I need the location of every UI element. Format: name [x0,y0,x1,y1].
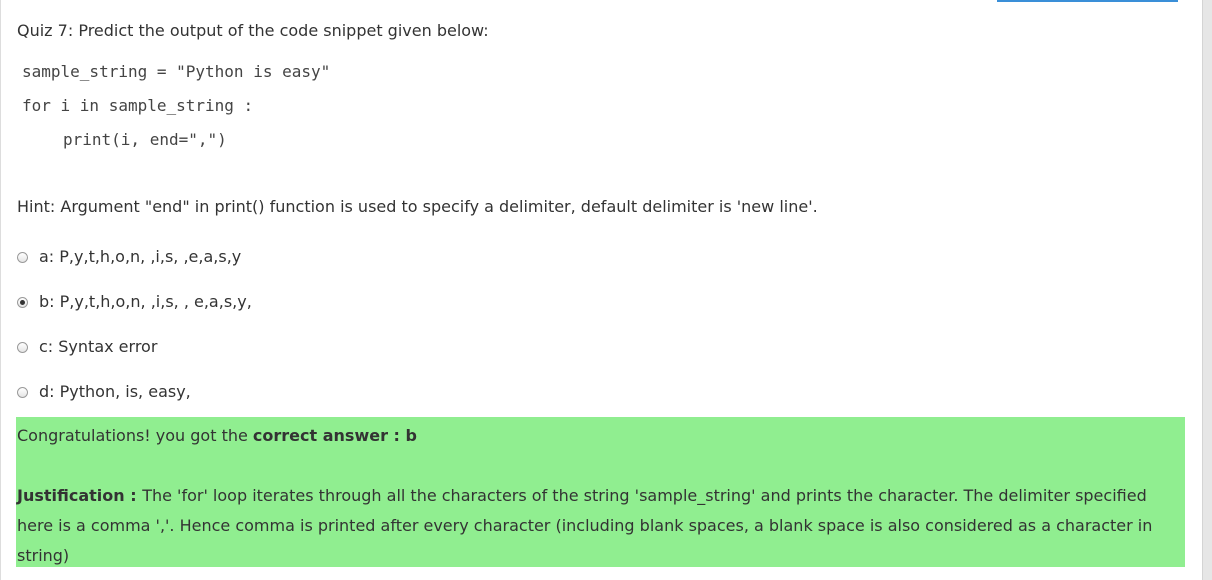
code-line-3: print(i, end=",") [63,130,227,149]
option-c[interactable] [17,336,157,358]
option-d-radio[interactable] [17,387,28,398]
option-d[interactable] [17,381,191,403]
option-b[interactable] [17,291,252,313]
justification-label: Justification : [17,486,143,505]
option-d-label: d: Python, is, easy, [39,382,191,401]
option-c-label: c: Syntax error [39,337,158,356]
option-a[interactable] [17,246,241,268]
result-panel [16,417,1185,567]
option-a-label: a: P,y,t,h,o,n, ,i,s, ,e,a,s,y [39,247,242,266]
scrollbar-track[interactable] [1202,0,1212,580]
hint-text: Hint: Argument "end" in print() function is used to specify a delimiter, default delimiter is 'new line'. [17,197,818,216]
congrats-text: Congratulations! you got the [17,426,253,445]
result-justification [17,481,1184,571]
justification-text: The 'for' loop iterates through all the characters of the string 'sample_string' and prints the character. The delimiter specified here is a comma ','. Hence comma is printed after every character (including blank spaces, a blank space is also considered as a character in string) [17,486,1153,565]
option-b-label: b: P,y,t,h,o,n, ,i,s, , e,a,s,y, [39,292,252,311]
code-line-2: for i in sample_string : [22,96,254,115]
option-c-radio[interactable] [17,342,28,353]
code-line-1: sample_string = "Python is easy" [22,62,331,81]
option-b-radio[interactable] [17,297,28,308]
correct-answer-text: correct answer : b [252,426,417,445]
result-congrats [17,421,1184,451]
option-a-radio[interactable] [17,252,28,263]
page-left-border [0,0,1,580]
top-accent-bar [997,0,1178,2]
quiz-title: Quiz 7: Predict the output of the code snippet given below: [17,21,489,40]
code-snippet [22,60,330,162]
